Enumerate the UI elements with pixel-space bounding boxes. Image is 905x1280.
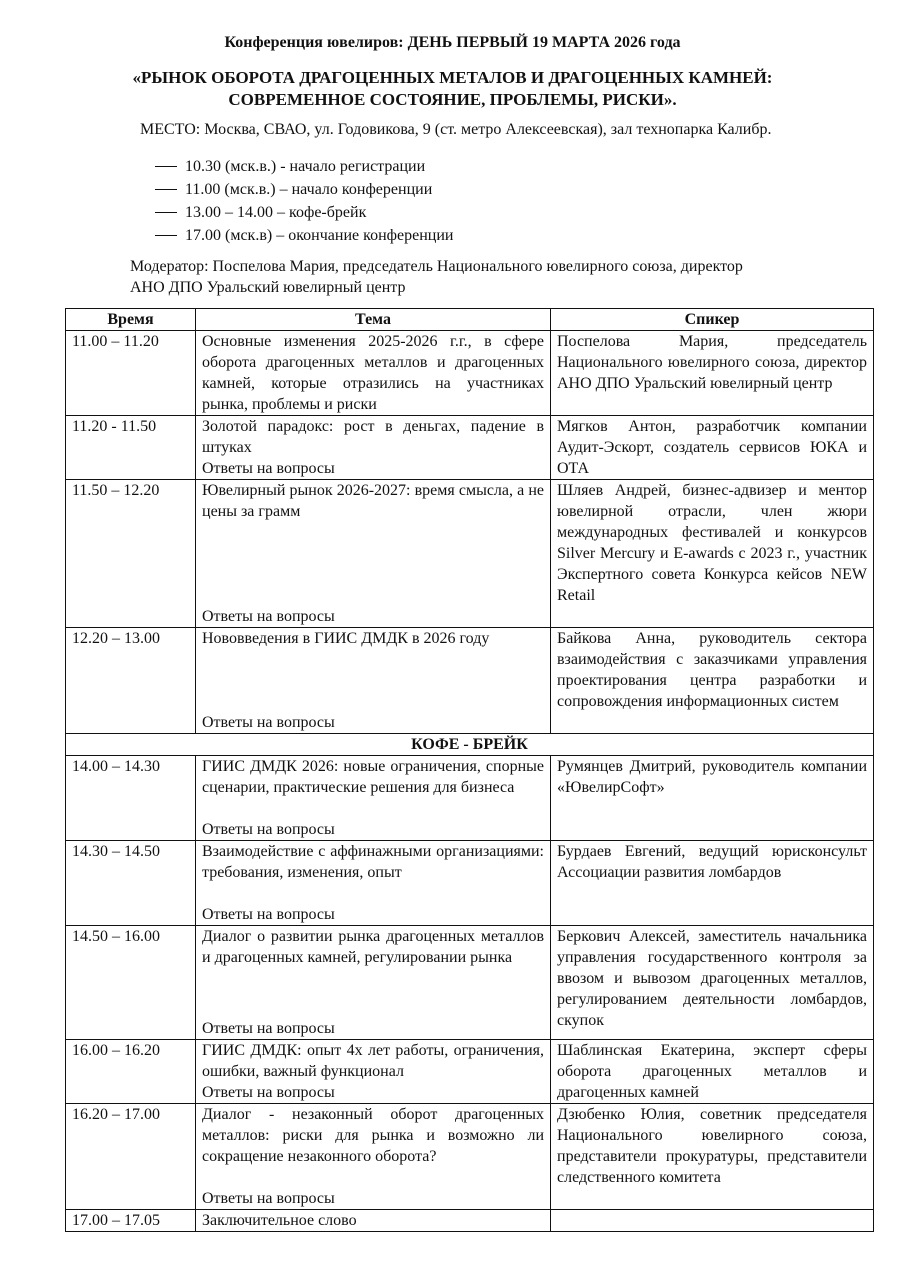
row-topic: Диалог о развитии рынка драгоценных металлов и драгоценных камней, регулировании рынка <box>202 928 544 966</box>
schedule-item <box>155 201 453 224</box>
table-header-row <box>66 309 874 331</box>
row-topic-wrap <box>202 756 544 840</box>
row-time: 14.30 – 14.50 <box>66 841 196 926</box>
row-time: 11.20 - 11.50 <box>66 416 196 480</box>
main-title <box>0 67 905 111</box>
row-topic-wrap <box>202 926 544 1039</box>
dash-bullet <box>155 189 177 190</box>
header-speaker: Спикер <box>551 309 874 331</box>
row-speaker: Байкова Анна, руководитель сектора взаимодействия с заказчиками управления проектирования центра разработки и сопровождения информационных систем <box>551 628 874 734</box>
row-speaker: Румянцев Дмитрий, руководитель компании «ЮвелирСофт» <box>551 756 874 841</box>
row-topic-wrap <box>202 1040 544 1103</box>
row-qa: Ответы на вопросы <box>202 906 335 923</box>
venue-line: МЕСТО: Москва, СВАО, ул. Годовикова, 9 (ст. метро Алексеевская), зал технопарка Калибр. <box>140 121 772 138</box>
schedule-item <box>155 224 453 247</box>
row-qa: Ответы на вопросы <box>202 1020 335 1037</box>
program-table <box>65 308 874 1232</box>
row-topic-wrap <box>202 331 544 415</box>
row-qa: Ответы на вопросы <box>202 460 335 477</box>
table-row <box>66 1210 874 1232</box>
row-topic-cell <box>196 926 551 1040</box>
row-qa: Ответы на вопросы <box>202 608 335 625</box>
row-topic-wrap <box>202 1210 544 1231</box>
header-topic: Тема <box>196 309 551 331</box>
schedule-item-text: 13.00 – 14.00 – кофе-брейк <box>185 204 367 221</box>
row-topic: ГИИС ДМДК: опыт 4х лет работы, ограничения, ошибки, важный функционал <box>202 1042 544 1080</box>
moderator-line-2: АНО ДПО Уральский ювелирный центр <box>130 279 406 296</box>
row-time: 11.00 – 11.20 <box>66 331 196 416</box>
row-speaker <box>551 1210 874 1232</box>
schedule-list <box>155 155 453 247</box>
header-time: Время <box>66 309 196 331</box>
coffee-break-label: КОФЕ - БРЕЙК <box>66 734 874 756</box>
row-topic-wrap <box>202 841 544 925</box>
dash-bullet <box>155 235 177 236</box>
row-topic-cell <box>196 628 551 734</box>
row-time: 16.20 – 17.00 <box>66 1104 196 1210</box>
row-topic-wrap <box>202 416 544 479</box>
row-time: 14.00 – 14.30 <box>66 756 196 841</box>
row-speaker: Беркович Алексей, заместитель начальника управления государственного контроля за ввозом и вывозом драгоценных металлов, регулированием деятельности ломбардов, скупок <box>551 926 874 1040</box>
row-topic-cell <box>196 480 551 628</box>
row-topic: Ювелирный рынок 2026-2027: время смысла, а не цены за грамм <box>202 482 544 520</box>
row-topic-wrap <box>202 1104 544 1209</box>
table-row <box>66 926 874 1040</box>
schedule-item <box>155 155 453 178</box>
program-table-body <box>66 331 874 1232</box>
row-qa: Ответы на вопросы <box>202 821 335 838</box>
conference-title: Конференция ювелиров: ДЕНЬ ПЕРВЫЙ 19 МАРТА 2026 года <box>224 34 681 51</box>
break-row <box>66 734 874 756</box>
schedule-item <box>155 178 453 201</box>
row-time: 14.50 – 16.00 <box>66 926 196 1040</box>
moderator-line-1: Модератор: Поспелова Мария, председатель Национального ювелирного союза, директор <box>130 258 743 275</box>
row-topic-wrap <box>202 628 544 733</box>
main-title-line-2: СОВРЕМЕННОЕ СОСТОЯНИЕ, ПРОБЛЕМЫ, РИСКИ». <box>228 90 677 109</box>
row-topic: ГИИС ДМДК 2026: новые ограничения, спорные сценарии, практические решения для бизнеса <box>202 758 544 796</box>
moderator-info <box>130 256 850 298</box>
row-topic: Диалог - незаконный оборот драгоценных металлов: риски для рынка и возможно ли сокращение незаконного оборота? <box>202 1106 544 1165</box>
row-speaker: Шаблинская Екатерина, эксперт сферы оборота драгоценных металлов и драгоценных камней <box>551 1040 874 1104</box>
row-topic-cell <box>196 841 551 926</box>
table-row <box>66 628 874 734</box>
row-topic: Основные изменения 2025-2026 г.г., в сфере оборота драгоценных металлов и драгоценных камней, которые отразились на участниках рынка, проблемы и риски <box>202 333 544 413</box>
row-speaker: Бурдаев Евгений, ведущий юрисконсульт Ассоциации развития ломбардов <box>551 841 874 926</box>
schedule-item-text: 10.30 (мск.в.) - начало регистрации <box>185 158 426 175</box>
row-topic-wrap <box>202 480 544 627</box>
row-qa: Ответы на вопросы <box>202 714 335 731</box>
schedule-item-text: 17.00 (мск.в) – окончание конференции <box>185 227 454 244</box>
row-topic-cell <box>196 416 551 480</box>
row-speaker: Шляев Андрей, бизнес-адвизер и ментор ювелирной отрасли, член жюри международных фестивалей и конкурсов Silver Mercury и E-awards с 2023 г., участник Экспертного совета Конкурса кейсов NEW Retail <box>551 480 874 628</box>
row-qa: Ответы на вопросы <box>202 1190 335 1207</box>
table-row <box>66 331 874 416</box>
schedule-item-text: 11.00 (мск.в.) – начало конференции <box>185 181 433 198</box>
row-time: 17.00 – 17.05 <box>66 1210 196 1232</box>
row-time: 11.50 – 12.20 <box>66 480 196 628</box>
row-topic: Золотой парадокс: рост в деньгах, падение в штуках <box>202 418 544 456</box>
row-topic: Заключительное слово <box>202 1212 357 1229</box>
row-topic: Взаимодействие с аффинажными организациями: требования, изменения, опыт <box>202 843 544 881</box>
row-time: 12.20 – 13.00 <box>66 628 196 734</box>
dash-bullet <box>155 212 177 213</box>
row-topic-cell <box>196 1210 551 1232</box>
row-topic-cell <box>196 331 551 416</box>
row-topic-cell <box>196 1104 551 1210</box>
row-topic-cell <box>196 756 551 841</box>
table-row <box>66 841 874 926</box>
table-row <box>66 1104 874 1210</box>
row-speaker: Дзюбенко Юлия, советник председателя Национального ювелирного союза, представители прокуратуры, представители следственного комитета <box>551 1104 874 1210</box>
row-topic: Нововведения в ГИИС ДМДК в 2026 году <box>202 630 490 647</box>
table-row <box>66 756 874 841</box>
table-row <box>66 480 874 628</box>
row-topic-cell <box>196 1040 551 1104</box>
row-time: 16.00 – 16.20 <box>66 1040 196 1104</box>
table-row <box>66 1040 874 1104</box>
table-row <box>66 416 874 480</box>
row-speaker: Поспелова Мария, председатель Национального ювелирного союза, директор АНО ДПО Уральский ювелирный центр <box>551 331 874 416</box>
dash-bullet <box>155 166 177 167</box>
row-qa: Ответы на вопросы <box>202 1084 335 1101</box>
main-title-line-1: «РЫНОК ОБОРОТА ДРАГОЦЕННЫХ МЕТАЛОВ И ДРАГОЦЕННЫХ КАМНЕЙ: <box>132 68 773 87</box>
row-speaker: Мягков Антон, разработчик компании Аудит-Эскорт, создатель сервисов ЮКА и ОТА <box>551 416 874 480</box>
